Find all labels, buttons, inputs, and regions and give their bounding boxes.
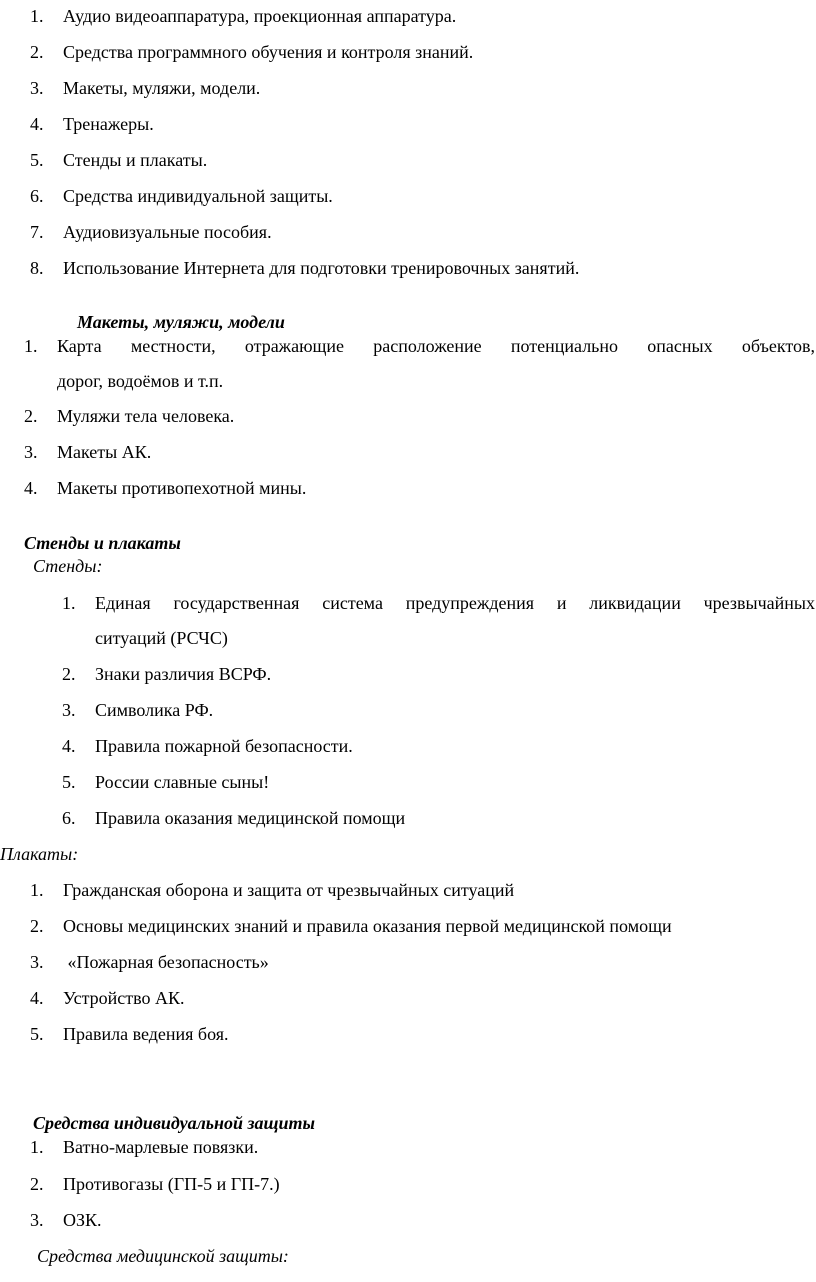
list-number: 1. [30,880,44,900]
list-item: Карта местности, отражающие расположение потенциально опасных объектов, [57,336,815,356]
section-heading: Стенды и плакаты [24,533,181,553]
list-item: Правила пожарной безопасности. [95,736,353,756]
list-number: 1. [24,336,38,356]
list-item: Знаки различия ВСРФ. [95,664,272,684]
list-item: Ватно-марлевые повязки. [63,1137,259,1157]
list-item: Использование Интернета для подготовки тренировочных занятий. [63,258,580,278]
list-number: 4. [30,988,44,1008]
list-item: Макеты, муляжи, модели. [63,78,261,98]
list-number: 4. [62,736,76,756]
list-number: 3. [30,78,44,98]
list-number: 6. [30,186,44,206]
list-number: 5. [62,772,76,792]
list-number: 3. [24,442,38,462]
list-number: 2. [30,42,44,62]
list-item: Муляжи тела человека. [57,406,235,426]
list-item: Гражданская оборона и защита от чрезвычайных ситуаций [63,880,515,900]
section-heading: Средства индивидуальной защиты [33,1113,316,1133]
list-item: Макеты противопехотной мины. [57,478,307,498]
list-number: 3. [62,700,76,720]
list-number: 1. [62,593,76,613]
list-item: Тренажеры. [63,114,154,134]
list-number: 3. [30,952,44,972]
list-item: Правила ведения боя. [63,1024,229,1044]
section-heading: Макеты, муляжи, модели [77,312,285,332]
list-number: 5. [30,150,44,170]
list-item: Устройство АК. [63,988,185,1008]
list-item: Символика РФ. [95,700,214,720]
subheading-medical: Средства медицинской защиты: [37,1246,289,1266]
list-number: 1. [30,6,44,26]
list-item: Средства индивидуальной защиты. [63,186,333,206]
list-number: 2. [62,664,76,684]
list-item: ОЗК. [63,1210,102,1230]
list-number: 2. [24,406,38,426]
list-item-continuation: ситуаций (РСЧС) [95,628,228,648]
subheading-posters: Плакаты: [0,844,79,864]
list-number: 7. [30,222,44,242]
subheading-stands: Стенды: [33,556,103,576]
list-item: Аудиовизуальные пособия. [63,222,272,242]
list-item: России славные сыны! [95,772,270,792]
list-item: Единая государственная система предупреждения и ликвидации чрезвычайных [95,593,815,613]
list-item: Стенды и плакаты. [63,150,208,170]
list-number: 5. [30,1024,44,1044]
list-item: Средства программного обучения и контроля знаний. [63,42,474,62]
list-number: 3. [30,1210,44,1230]
list-item: Макеты АК. [57,442,152,462]
list-number: 6. [62,808,76,828]
list-number: 1. [30,1137,44,1157]
list-item-continuation: дорог, водоёмов и т.п. [57,371,224,391]
list-item: Основы медицинских знаний и правила оказания первой медицинской помощи [63,916,672,936]
list-item: Противогазы (ГП-5 и ГП-7.) [63,1174,280,1194]
list-number: 2. [30,1174,44,1194]
list-number: 8. [30,258,44,278]
list-item: Аудио видеоаппаратура, проекционная аппаратура. [63,6,457,26]
list-number: 4. [24,478,38,498]
list-item: «Пожарная безопасность» [63,952,269,972]
list-number: 4. [30,114,44,134]
list-number: 2. [30,916,44,936]
list-item: Правила оказания медицинской помощи [95,808,406,828]
